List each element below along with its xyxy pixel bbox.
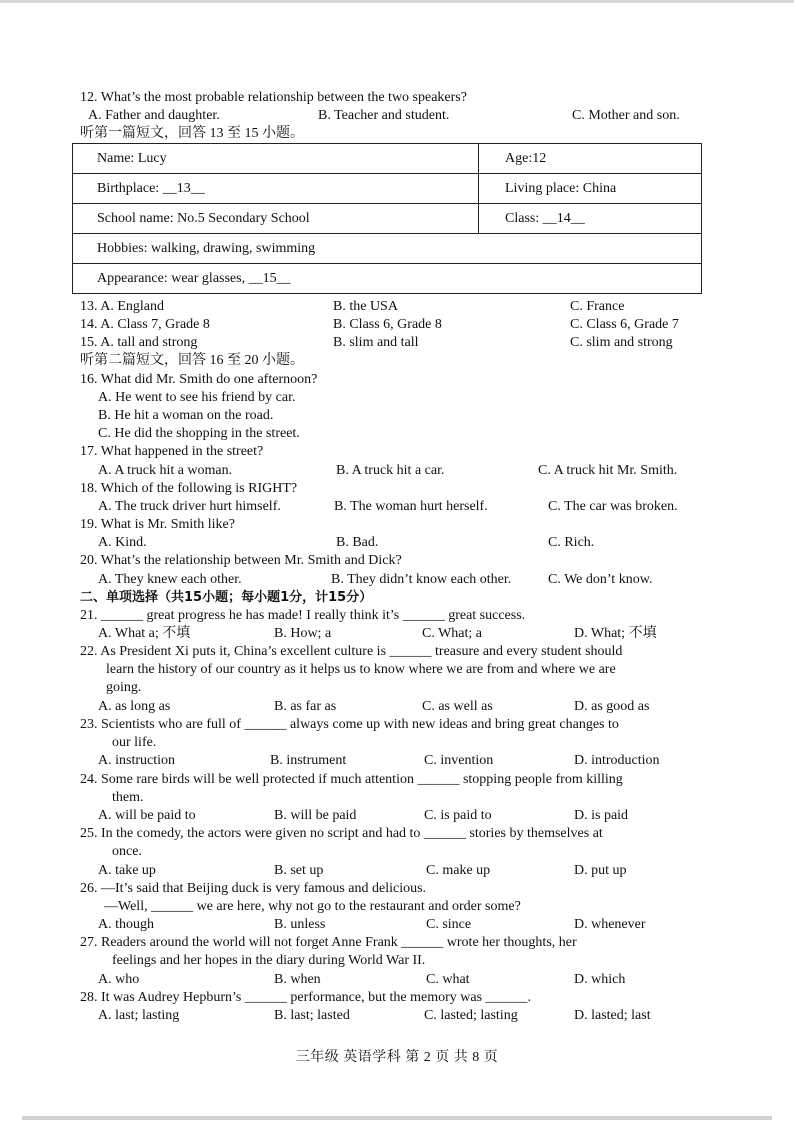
q23-stem-line2: our life.: [112, 735, 157, 750]
q24-option-a: A. will be paid to: [98, 808, 196, 823]
q18-option-b: B. The woman hurt herself.: [334, 499, 488, 514]
cell-appearance: [73, 264, 702, 294]
q27-stem-line1: 27. Readers around the world will not forget Anne Frank ______ wrote her thoughts, her: [80, 935, 577, 950]
q22-stem-line2: learn the history of our country as it helps us to know where we are from and where we are: [106, 662, 616, 677]
q16-option-b: B. He hit a woman on the road.: [98, 408, 274, 423]
q23-stem-line1: 23. Scientists who are full of ______ always come up with new ideas and bring great changes to: [80, 717, 619, 732]
q13-option-c: C. France: [570, 299, 625, 314]
q21-option-c: C. What; a: [422, 626, 483, 641]
q20-stem: 20. What’s the relationship between Mr. Smith and Dick?: [80, 553, 402, 568]
q26-option-a: A. though: [98, 917, 154, 932]
q25-option-c: C. make up: [426, 863, 491, 878]
q18-stem: 18. Which of the following is RIGHT?: [80, 481, 298, 496]
cell-birthplace: [73, 174, 479, 204]
section2-heading: 二、单项选择（共15小题；每小题1分，计15分）: [80, 590, 373, 605]
cell-age: Age:12: [479, 144, 702, 174]
q27-option-b: B. when: [274, 972, 321, 987]
q14-option-c: C. Class 6, Grade 7: [570, 317, 679, 332]
q25-option-d: D. put up: [574, 863, 627, 878]
page-footer: 三年级 英语学科 第 2 页 共 8 页: [295, 1050, 499, 1065]
q19-option-b: B. Bad.: [336, 535, 379, 550]
cell-hobbies: Hobbies: walking, drawing, swimming: [73, 234, 702, 264]
birthplace-label: Birthplace:: [97, 180, 160, 196]
q22-option-b: B. as far as: [274, 699, 337, 714]
q21-option-a: A. What a; 不填: [98, 626, 191, 641]
q22-option-a: A. as long as: [98, 699, 171, 714]
q23-option-b: B. instrument: [270, 753, 347, 768]
blank-13: __13__: [162, 180, 205, 196]
q27-option-d: D. which: [574, 972, 626, 987]
q16-option-a: A. He went to see his friend by car.: [98, 390, 296, 405]
q26-option-d: D. whenever: [574, 917, 646, 932]
q17-option-a: A. A truck hit a woman.: [98, 463, 233, 478]
q12-stem: 12. What’s the most probable relationship between the two speakers?: [80, 90, 467, 105]
cell-class: [479, 204, 702, 234]
passage2-heading: 听第二篇短文，回答 16 至 20 小题。: [80, 353, 304, 368]
q15-option-b: B. slim and tall: [333, 335, 419, 350]
q13-option-b: B. the USA: [333, 299, 398, 314]
q14-option-b: B. Class 6, Grade 8: [333, 317, 442, 332]
q26-stem-line2: —Well, ______ we are here, why not go to the restaurant and order some?: [104, 899, 521, 914]
q17-stem: 17. What happened in the street?: [80, 444, 264, 459]
q22-stem-line3: going.: [106, 680, 142, 695]
blank-15: __15__: [248, 270, 291, 286]
q23-option-d: D. introduction: [574, 753, 660, 768]
q16-stem: 16. What did Mr. Smith do one afternoon?: [80, 372, 318, 387]
q12-option-c: C. Mother and son.: [572, 108, 680, 123]
q19-option-a: A. Kind.: [98, 535, 147, 550]
q17-option-c: C. A truck hit Mr. Smith.: [538, 463, 678, 478]
q20-option-a: A. They knew each other.: [98, 572, 242, 587]
q23-option-c: C. invention: [424, 753, 494, 768]
q24-stem-line1: 24. Some rare birds will be well protected if much attention ______ stopping people from killing: [80, 772, 623, 787]
q20-option-b: B. They didn’t know each other.: [331, 572, 512, 587]
q18-option-c: C. The car was broken.: [548, 499, 678, 514]
q25-option-b: B. set up: [274, 863, 324, 878]
q24-option-d: D. is paid: [574, 808, 629, 823]
q14-option-a: 14. A. Class 7, Grade 8: [80, 317, 210, 332]
q22-option-d: D. as good as: [574, 699, 650, 714]
q28-stem: 28. It was Audrey Hepburn’s ______ performance, but the memory was ______.: [80, 990, 532, 1005]
q26-stem-line1: 26. —It’s said that Beijing duck is very famous and delicious.: [80, 881, 427, 896]
q15-option-a: 15. A. tall and strong: [80, 335, 198, 350]
q27-option-a: A. who: [98, 972, 140, 987]
cell-name: Name: Lucy: [73, 144, 479, 174]
blank-14: __14__: [542, 210, 585, 226]
bottom-border: [22, 1116, 772, 1120]
info-table: [72, 143, 702, 294]
q18-option-a: A. The truck driver hurt himself.: [98, 499, 281, 514]
q15-option-c: C. slim and strong: [570, 335, 673, 350]
q12-option-b: B. Teacher and student.: [318, 108, 450, 123]
q23-option-a: A. instruction: [98, 753, 175, 768]
q28-option-a: A. last; lasting: [98, 1008, 180, 1023]
q19-option-c: C. Rich.: [548, 535, 595, 550]
q19-stem: 19. What is Mr. Smith like?: [80, 517, 235, 532]
cell-living-place: Living place: China: [479, 174, 702, 204]
q25-stem-line1: 25. In the comedy, the actors were given no script and had to ______ stories by themselves at: [80, 826, 603, 841]
q22-option-c: C. as well as: [422, 699, 493, 714]
q21-stem: 21. ______ great progress he has made! I really think it’s ______ great success.: [80, 608, 526, 623]
q17-option-b: B. A truck hit a car.: [336, 463, 445, 478]
q21-option-d: D. What; 不填: [574, 626, 657, 641]
cell-school: School name: No.5 Secondary School: [73, 204, 479, 234]
q26-option-b: B. unless: [274, 917, 326, 932]
q28-option-b: B. last; lasted: [274, 1008, 350, 1023]
q28-option-d: D. lasted; last: [574, 1008, 651, 1023]
q28-option-c: C. lasted; lasting: [424, 1008, 518, 1023]
q24-option-c: C. is paid to: [424, 808, 492, 823]
q12-option-a: A. Father and daughter.: [88, 108, 220, 123]
q25-option-a: A. take up: [98, 863, 156, 878]
q25-stem-line2: once.: [112, 844, 142, 859]
q16-option-c: C. He did the shopping in the street.: [98, 426, 300, 441]
q27-option-c: C. what: [426, 972, 470, 987]
top-border: [0, 0, 794, 3]
q13-option-a: 13. A. England: [80, 299, 164, 314]
q21-option-b: B. How; a: [274, 626, 332, 641]
q22-stem-line1: 22. As President Xi puts it, China’s excellent culture is ______ treasure and every student should: [80, 644, 623, 659]
q26-option-c: C. since: [426, 917, 472, 932]
q24-stem-line2: them.: [112, 790, 144, 805]
q20-option-c: C. We don’t know.: [548, 572, 653, 587]
q27-stem-line2: feelings and her hopes in the diary during World War II.: [112, 953, 426, 968]
q24-option-b: B. will be paid: [274, 808, 357, 823]
class-label: Class:: [505, 210, 540, 226]
passage1-heading: 听第一篇短文，回答 13 至 15 小题。: [80, 126, 304, 141]
appearance-label: Appearance: wear glasses,: [97, 270, 246, 286]
